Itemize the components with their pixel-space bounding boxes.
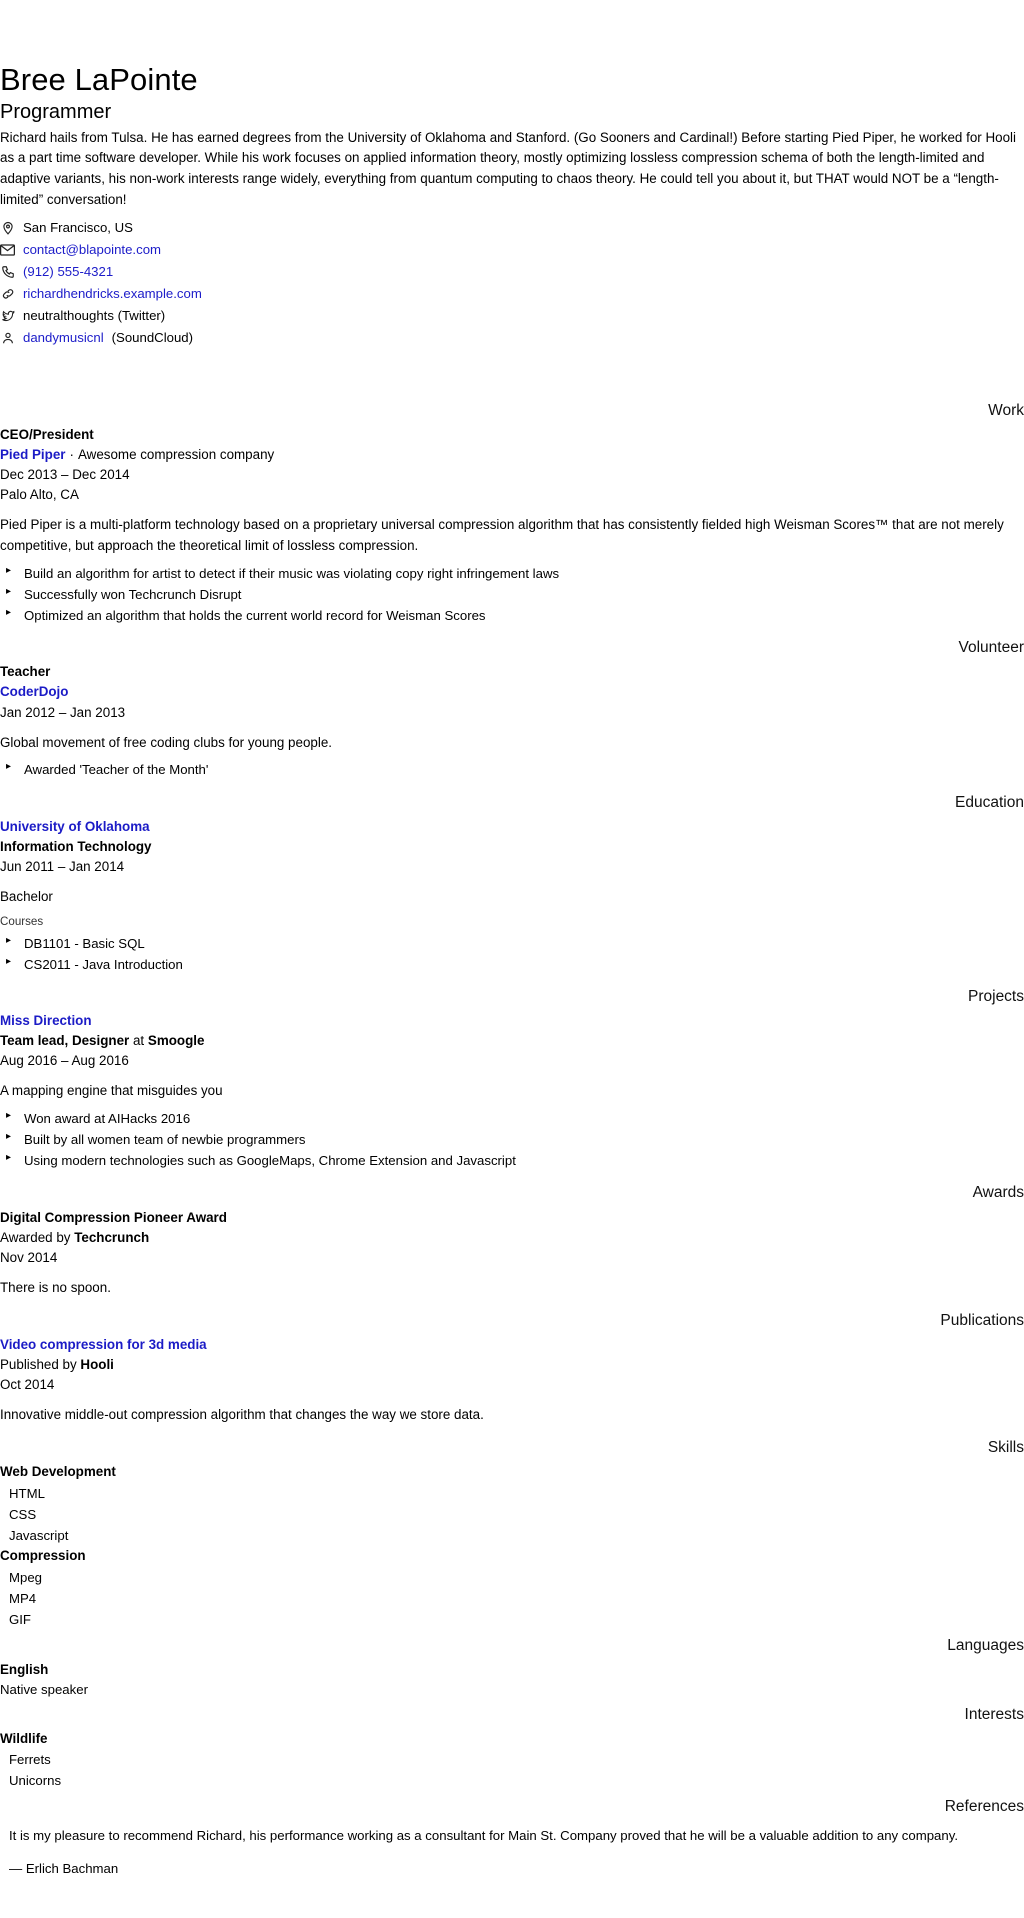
work-position: CEO/President bbox=[0, 426, 94, 442]
education-area: Information Technology bbox=[0, 838, 152, 854]
project-highlights bbox=[0, 1108, 1024, 1171]
award-summary: There is no spoon. bbox=[0, 1279, 111, 1295]
volunteer-dates: Jan 2012 – Jan 2013 bbox=[0, 704, 126, 720]
section-references bbox=[0, 1791, 1024, 1879]
section-interests bbox=[0, 1699, 1024, 1791]
resume-header bbox=[0, 62, 1024, 349]
list-item: ▸ Successfully won Techcrunch Disrupt bbox=[18, 584, 1024, 605]
language-item bbox=[0, 1660, 1024, 1699]
volunteer-item bbox=[0, 662, 1024, 780]
work-tagline: Awesome compression company bbox=[77, 446, 275, 462]
contact-soundcloud[interactable] bbox=[0, 327, 1024, 349]
award-title: Digital Compression Pioneer Award bbox=[0, 1209, 227, 1225]
contact-email[interactable] bbox=[0, 239, 1024, 261]
interest-keyword: Ferrets bbox=[9, 1751, 51, 1767]
publication-name-line bbox=[0, 1335, 1024, 1355]
list-item: ▸ Built by all women team of newbie programmers bbox=[18, 1129, 1024, 1150]
interest-item bbox=[0, 1729, 1024, 1791]
list-item: ▸ Using modern technologies such as GoogleMaps, Chrome Extension and Javascript bbox=[18, 1150, 1024, 1171]
publication-publisher-label: Published by bbox=[0, 1356, 77, 1372]
contact-phone[interactable] bbox=[0, 261, 1024, 283]
contact-website[interactable] bbox=[0, 283, 1024, 305]
work-location: Palo Alto, CA bbox=[0, 487, 79, 503]
section-title-projects: Projects bbox=[968, 987, 1024, 1005]
language-name: English bbox=[0, 1662, 49, 1678]
reference-author: — Erlich Bachman bbox=[9, 1861, 119, 1877]
contact-list bbox=[0, 217, 1024, 349]
award-awarder: Techcrunch bbox=[74, 1229, 150, 1245]
section-title-interests: Interests bbox=[964, 1706, 1024, 1724]
work-highlights bbox=[0, 563, 1024, 626]
skill-group-name: Web Development bbox=[0, 1464, 116, 1480]
education-dates: Jun 2011 – Jan 2014 bbox=[0, 858, 125, 874]
project-at-label: at bbox=[132, 1033, 145, 1049]
contact-twitter-label: neutralthoughts (Twitter) bbox=[23, 308, 166, 324]
contact-soundcloud-suffix: (SoundCloud) bbox=[111, 330, 194, 346]
list-item: ▸ CS2011 - Java Introduction bbox=[18, 954, 1024, 975]
contact-website-link[interactable]: richardhendricks.example.com bbox=[23, 286, 202, 302]
work-summary: Pied Piper is a multi-platform technology based on a proprietary universal compression algorithm that has consistently fielded high Weisman Scores™ that are not merely competitive, but approach the theoretical limit of lossless compression. bbox=[0, 517, 1004, 554]
project-name-line bbox=[0, 1011, 1024, 1031]
skill-keyword: Mpeg bbox=[9, 1569, 42, 1585]
interest-name: Wildlife bbox=[0, 1731, 48, 1747]
publication-publisher: Hooli bbox=[80, 1356, 114, 1372]
contact-location bbox=[0, 217, 1024, 239]
list-item: ▸ DB1101 - Basic SQL bbox=[18, 933, 1024, 954]
list-item: ▸ Won award at AIHacks 2016 bbox=[18, 1108, 1024, 1129]
work-item bbox=[0, 425, 1024, 626]
contact-twitter bbox=[0, 305, 1024, 327]
section-languages bbox=[0, 1630, 1024, 1699]
header-spacer bbox=[0, 349, 1024, 395]
skill-keyword: GIF bbox=[9, 1612, 31, 1628]
skill-keyword: CSS bbox=[9, 1506, 37, 1522]
section-skills bbox=[0, 1432, 1024, 1630]
education-study-type: Bachelor bbox=[0, 889, 53, 905]
publication-item bbox=[0, 1335, 1024, 1426]
section-title-languages: Languages bbox=[947, 1637, 1024, 1655]
project-description: A mapping engine that misguides you bbox=[0, 1083, 223, 1099]
list-item: ▸ Build an algorithm for artist to detect if their music was violating copy right infringement laws bbox=[18, 563, 1024, 584]
education-institution-line bbox=[0, 817, 1024, 837]
contact-email-link[interactable]: contact@blapointe.com bbox=[23, 242, 162, 258]
job-title: Programmer bbox=[0, 100, 112, 123]
skill-keyword: MP4 bbox=[9, 1591, 37, 1607]
volunteer-organization-link[interactable]: CoderDojo bbox=[0, 684, 69, 700]
work-dates: Dec 2013 – Dec 2014 bbox=[0, 467, 130, 483]
section-publications bbox=[0, 1305, 1024, 1426]
skill-keyword: HTML bbox=[9, 1485, 45, 1501]
volunteer-highlights bbox=[0, 759, 1024, 780]
summary-text: Richard hails from Tulsa. He has earned degrees from the University of Oklahoma and Stanford. (Go Sooners and Cardinal!) Before starting Pied Piper, he worked for Hooli as a part time software developer. While his work focuses on applied information theory, mostly optimizing lossless compression schema of both the length-limited and adaptive variants, his non-work interests range widely, everything from quantum computing to chaos theory. He could tell you about it, but THAT would NOT be a “length-limited” conversation! bbox=[0, 129, 1016, 207]
interest-keyword: Unicorns bbox=[9, 1772, 62, 1788]
award-awarder-line bbox=[0, 1228, 1024, 1248]
section-title-references: References bbox=[944, 1797, 1024, 1815]
education-courses bbox=[0, 933, 1024, 975]
volunteer-organization-line bbox=[0, 682, 1024, 702]
reference-text: It is my pleasure to recommend Richard, his performance working as a consultant for Main St. Company proved that he will be a valuable addition to any company. bbox=[9, 1828, 958, 1844]
section-title-education: Education bbox=[955, 793, 1024, 811]
project-roles: Team lead, Designer bbox=[0, 1033, 130, 1049]
contact-location-label: San Francisco, US bbox=[23, 220, 133, 236]
section-projects bbox=[0, 981, 1024, 1172]
project-roles-line bbox=[0, 1031, 1024, 1051]
skill-group-compression bbox=[0, 1546, 1024, 1630]
project-dates: Aug 2016 – Aug 2016 bbox=[0, 1053, 129, 1069]
phone-icon bbox=[0, 264, 15, 279]
person-icon bbox=[0, 330, 15, 345]
publication-date: Oct 2014 bbox=[0, 1377, 55, 1393]
list-item: ▸ Awarded 'Teacher of the Month' bbox=[18, 759, 1024, 780]
project-name-link[interactable]: Miss Direction bbox=[0, 1012, 92, 1028]
education-item bbox=[0, 817, 1024, 975]
work-separator: · bbox=[69, 446, 74, 462]
section-title-awards: Awards bbox=[972, 1184, 1024, 1202]
work-company-line bbox=[0, 445, 1024, 465]
award-date: Nov 2014 bbox=[0, 1249, 58, 1265]
section-education bbox=[0, 787, 1024, 975]
envelope-icon bbox=[0, 242, 15, 257]
award-item bbox=[0, 1208, 1024, 1299]
contact-phone-link[interactable]: (912) 555-4321 bbox=[23, 264, 114, 280]
skill-group-web-development bbox=[0, 1462, 1024, 1546]
contact-soundcloud-link[interactable]: dandymusicnl bbox=[23, 330, 104, 346]
list-item: ▸ Optimized an algorithm that holds the current world record for Weisman Scores bbox=[18, 605, 1024, 626]
section-title-publications: Publications bbox=[940, 1311, 1024, 1329]
volunteer-summary: Global movement of free coding clubs for young people. bbox=[0, 734, 332, 750]
reference-item bbox=[0, 1825, 1024, 1878]
education-institution-link[interactable]: University of Oklahoma bbox=[0, 818, 150, 834]
location-pin-icon bbox=[0, 220, 15, 235]
publication-summary: Innovative middle-out compression algorithm that changes the way we store data. bbox=[0, 1407, 484, 1423]
skill-group-name: Compression bbox=[0, 1548, 86, 1564]
section-volunteer bbox=[0, 632, 1024, 780]
skill-keyword: Javascript bbox=[9, 1528, 69, 1544]
publication-name-link[interactable]: Video compression for 3d media bbox=[0, 1336, 207, 1352]
volunteer-position: Teacher bbox=[0, 664, 51, 680]
publication-publisher-line bbox=[0, 1355, 1024, 1375]
education-courses-label: Courses bbox=[0, 914, 44, 928]
project-item bbox=[0, 1011, 1024, 1171]
section-awards bbox=[0, 1177, 1024, 1298]
section-title-work: Work bbox=[988, 401, 1024, 419]
project-entity: Smoogle bbox=[147, 1033, 205, 1049]
link-icon bbox=[0, 286, 15, 301]
page-title: Bree LaPointe bbox=[0, 62, 198, 97]
work-company-link[interactable]: Pied Piper bbox=[0, 446, 66, 462]
twitter-bird-icon bbox=[0, 308, 15, 323]
section-title-skills: Skills bbox=[987, 1438, 1024, 1456]
section-title-volunteer: Volunteer bbox=[958, 639, 1024, 657]
language-fluency: Native speaker bbox=[0, 1681, 88, 1697]
award-awarder-label: Awarded by bbox=[0, 1229, 71, 1245]
section-work bbox=[0, 395, 1024, 626]
